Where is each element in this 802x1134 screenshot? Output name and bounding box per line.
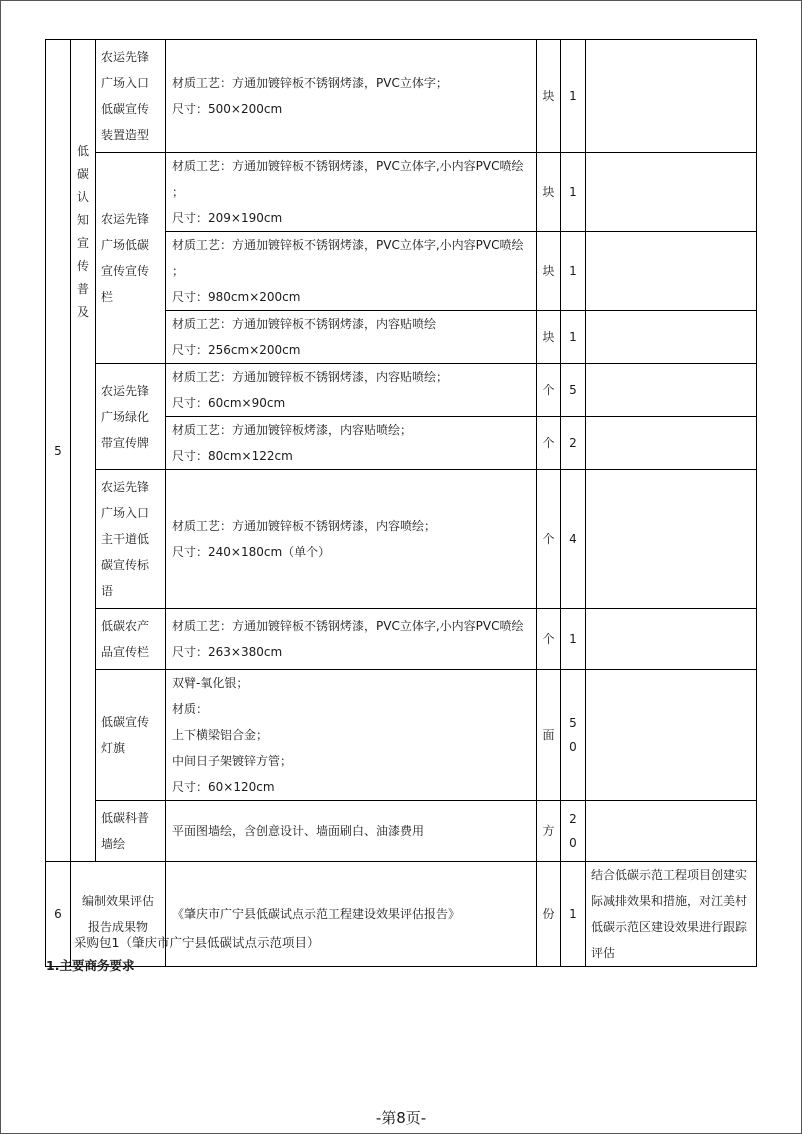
quantity-digit: 1 xyxy=(569,907,577,921)
item-name-line: 报告成果物 xyxy=(87,920,148,934)
spec-line: 材质： xyxy=(172,702,209,716)
spec-cell xyxy=(166,801,537,862)
spec-line: 材质工艺：方通加镀锌板不锈钢烤漆，PVC立体字,小内容PVC喷绘 xyxy=(172,159,524,173)
item-name-line: 农运先锋 xyxy=(101,50,150,64)
spec-line: 尺寸：263×380cm xyxy=(172,645,283,659)
unit: 个 xyxy=(542,383,555,397)
spec-line: 材质工艺：方通加镀锌板烤漆，内容贴喷绘； xyxy=(172,423,413,437)
unit: 块 xyxy=(542,89,555,103)
spec-line: 双臂-氧化银； xyxy=(172,676,249,690)
spec-line: 尺寸：209×190cm xyxy=(172,211,283,225)
item-name-line: 农运先锋 xyxy=(101,480,150,494)
spec-line: 尺寸：980cm×200cm xyxy=(172,290,301,304)
spec-cell xyxy=(166,232,537,311)
unit: 面 xyxy=(542,728,555,742)
spec-line: 尺寸：60cm×90cm xyxy=(172,396,286,410)
item-name-line: 低碳宣传 xyxy=(101,715,150,729)
package-caption: 采购包1（肇庆市广宁县低碳试点示范项目） xyxy=(74,935,320,950)
table-row xyxy=(46,470,757,609)
item-name-cell xyxy=(96,153,166,364)
quantity-cell xyxy=(561,417,586,470)
spec-line: 材质工艺：方通加镀锌板不锈钢烤漆，PVC立体字,小内容PVC喷绘 xyxy=(172,619,524,633)
unit-cell xyxy=(537,153,561,232)
category-char: 知 xyxy=(76,213,89,227)
quantity-digit: 0 xyxy=(569,836,577,850)
unit-cell xyxy=(537,862,561,967)
row-index-cell xyxy=(46,862,71,967)
remark-cell xyxy=(586,232,757,311)
unit-cell xyxy=(537,470,561,609)
section-heading: 1.主要商务要求 xyxy=(46,958,135,973)
item-name-cell xyxy=(96,609,166,670)
quantity-digit: 0 xyxy=(569,740,577,754)
unit: 个 xyxy=(542,632,555,646)
category-char: 宣 xyxy=(76,236,89,250)
item-name-line: 低碳农产 xyxy=(101,619,150,633)
quantity-cell xyxy=(561,862,586,967)
table-row xyxy=(46,40,757,153)
item-name-line: 广场低碳 xyxy=(101,238,150,252)
spec-line: 中间日子架镀锌方管； xyxy=(172,754,293,768)
unit: 块 xyxy=(542,264,555,278)
spec-line: 材质工艺：方通加镀锌板不锈钢烤漆，内容贴喷绘； xyxy=(172,370,449,384)
item-name-line: 广场入口 xyxy=(101,506,150,520)
quantity-cell xyxy=(561,609,586,670)
spec-line: 材质工艺：方通加镀锌板不锈钢烤漆，内容贴喷绘 xyxy=(172,317,437,331)
quantity-cell xyxy=(561,801,586,862)
remark-cell xyxy=(586,670,757,801)
item-name-line: 宣传宣传 xyxy=(101,264,150,278)
quantity-digit: 2 xyxy=(569,436,577,450)
item-name-cell xyxy=(96,670,166,801)
unit-cell xyxy=(537,609,561,670)
remark-cell xyxy=(586,609,757,670)
quantity-digit: 1 xyxy=(569,330,577,344)
remark-cell xyxy=(586,153,757,232)
category-char: 传 xyxy=(76,259,89,273)
quantity-cell xyxy=(561,232,586,311)
quantity-cell xyxy=(561,470,586,609)
quantity-digit: 1 xyxy=(569,632,577,646)
category-char: 认 xyxy=(76,190,89,204)
remark-cell xyxy=(586,862,757,967)
unit-cell xyxy=(537,311,561,364)
remark-cell xyxy=(586,417,757,470)
remark-cell xyxy=(586,311,757,364)
spec-cell xyxy=(166,40,537,153)
quantity-cell xyxy=(561,670,586,801)
spec-line: ； xyxy=(172,185,185,199)
report-title: 《肇庆市广宁县低碳试点示范工程建设效果评估报告》 xyxy=(172,907,461,921)
remark-cell xyxy=(586,470,757,609)
spec-table xyxy=(45,39,757,967)
spec-line: 上下横梁铝合金； xyxy=(172,728,269,742)
spec-line: 平面图墙绘，含创意设计、墙面刷白、油漆费用 xyxy=(172,824,425,838)
unit-cell xyxy=(537,417,561,470)
remark-cell xyxy=(586,40,757,153)
unit: 块 xyxy=(542,185,555,199)
remark-cell xyxy=(586,801,757,862)
item-name-line: 语 xyxy=(101,584,114,598)
spec-cell xyxy=(166,364,537,417)
quantity-digit: 5 xyxy=(569,383,577,397)
spec-line: ； xyxy=(172,264,185,278)
category-char: 碳 xyxy=(76,167,89,181)
spec-cell xyxy=(166,609,537,670)
spec-cell xyxy=(166,470,537,609)
item-name-line: 栏 xyxy=(101,290,114,304)
item-name-line: 低碳宣传 xyxy=(101,102,150,116)
item-name-cell xyxy=(96,801,166,862)
item-name-line: 低碳科普 xyxy=(101,811,150,825)
item-name-line: 灯旗 xyxy=(101,741,126,755)
table-row xyxy=(46,153,757,232)
unit: 方 xyxy=(542,824,555,838)
unit-cell xyxy=(537,40,561,153)
quantity-cell xyxy=(561,364,586,417)
item-name-line: 编制效果评估 xyxy=(81,894,154,908)
item-name-cell xyxy=(96,40,166,153)
row-index: 6 xyxy=(54,907,62,921)
table-row xyxy=(46,609,757,670)
spec-cell xyxy=(166,417,537,470)
item-name-cell xyxy=(96,470,166,609)
page-number: -第8页- xyxy=(375,1109,427,1127)
row-index: 5 xyxy=(54,443,62,458)
item-name-line: 装置造型 xyxy=(101,128,150,142)
spec-line: 尺寸：500×200cm xyxy=(172,102,283,116)
spec-cell xyxy=(166,670,537,801)
item-name-line: 农运先锋 xyxy=(101,383,150,398)
spec-line: 尺寸：240×180cm（单个） xyxy=(172,545,331,559)
remark-line: 低碳示范区建设效果进行跟踪 xyxy=(591,920,748,934)
category-cell xyxy=(71,40,96,862)
item-name-cell xyxy=(96,364,166,470)
spec-cell xyxy=(166,153,537,232)
unit: 个 xyxy=(542,436,555,450)
unit-cell xyxy=(537,670,561,801)
table-row xyxy=(46,801,757,862)
quantity-digit: 2 xyxy=(569,812,577,826)
unit-cell xyxy=(537,364,561,417)
quantity-cell xyxy=(561,311,586,364)
spec-line: 材质工艺：方通加镀锌板不锈钢烤漆，PVC立体字,小内容PVC喷绘 xyxy=(172,238,524,252)
unit: 份 xyxy=(542,907,555,921)
spec-line: 尺寸：256cm×200cm xyxy=(172,343,301,357)
item-name-line: 墙绘 xyxy=(101,837,126,851)
item-name-line: 农运先锋 xyxy=(101,212,150,226)
remark-line: 结合低碳示范工程项目创建实 xyxy=(591,868,748,882)
spec-line: 材质工艺：方通加镀锌板不锈钢烤漆，PVC立体字； xyxy=(172,76,448,90)
item-name-line: 主干道低 xyxy=(101,532,150,546)
item-name-line: 带宣传牌 xyxy=(101,435,150,450)
quantity-digit: 1 xyxy=(569,89,577,103)
table-row xyxy=(46,364,757,417)
remark-line: 评估 xyxy=(591,946,616,960)
remark-line: 际减排效果和措施，对江美村 xyxy=(591,894,748,908)
remark-cell xyxy=(586,364,757,417)
unit: 块 xyxy=(542,330,555,344)
row-index-cell xyxy=(46,40,71,862)
quantity-digit: 5 xyxy=(569,716,577,730)
spec-line: 材质工艺：方通加镀锌板不锈钢烤漆，内容喷绘； xyxy=(172,519,437,533)
item-name-line: 广场入口 xyxy=(101,76,150,90)
category-char: 低 xyxy=(76,144,89,158)
quantity-digit: 1 xyxy=(569,185,577,199)
quantity-cell xyxy=(561,40,586,153)
unit: 个 xyxy=(542,532,555,546)
table-row xyxy=(46,670,757,801)
quantity-digit: 1 xyxy=(569,264,577,278)
item-name-line: 广场绿化 xyxy=(101,409,150,424)
quantity-cell xyxy=(561,153,586,232)
category-char: 普 xyxy=(76,282,89,296)
unit-cell xyxy=(537,801,561,862)
spec-line: 尺寸：60×120cm xyxy=(172,780,275,794)
category-char: 及 xyxy=(76,305,89,319)
spec-line: 尺寸：80cm×122cm xyxy=(172,449,293,463)
item-name-line: 品宣传栏 xyxy=(101,645,150,659)
spec-cell xyxy=(166,311,537,364)
quantity-digit: 4 xyxy=(569,532,577,546)
unit-cell xyxy=(537,232,561,311)
item-name-line: 碳宣传标 xyxy=(101,558,150,572)
